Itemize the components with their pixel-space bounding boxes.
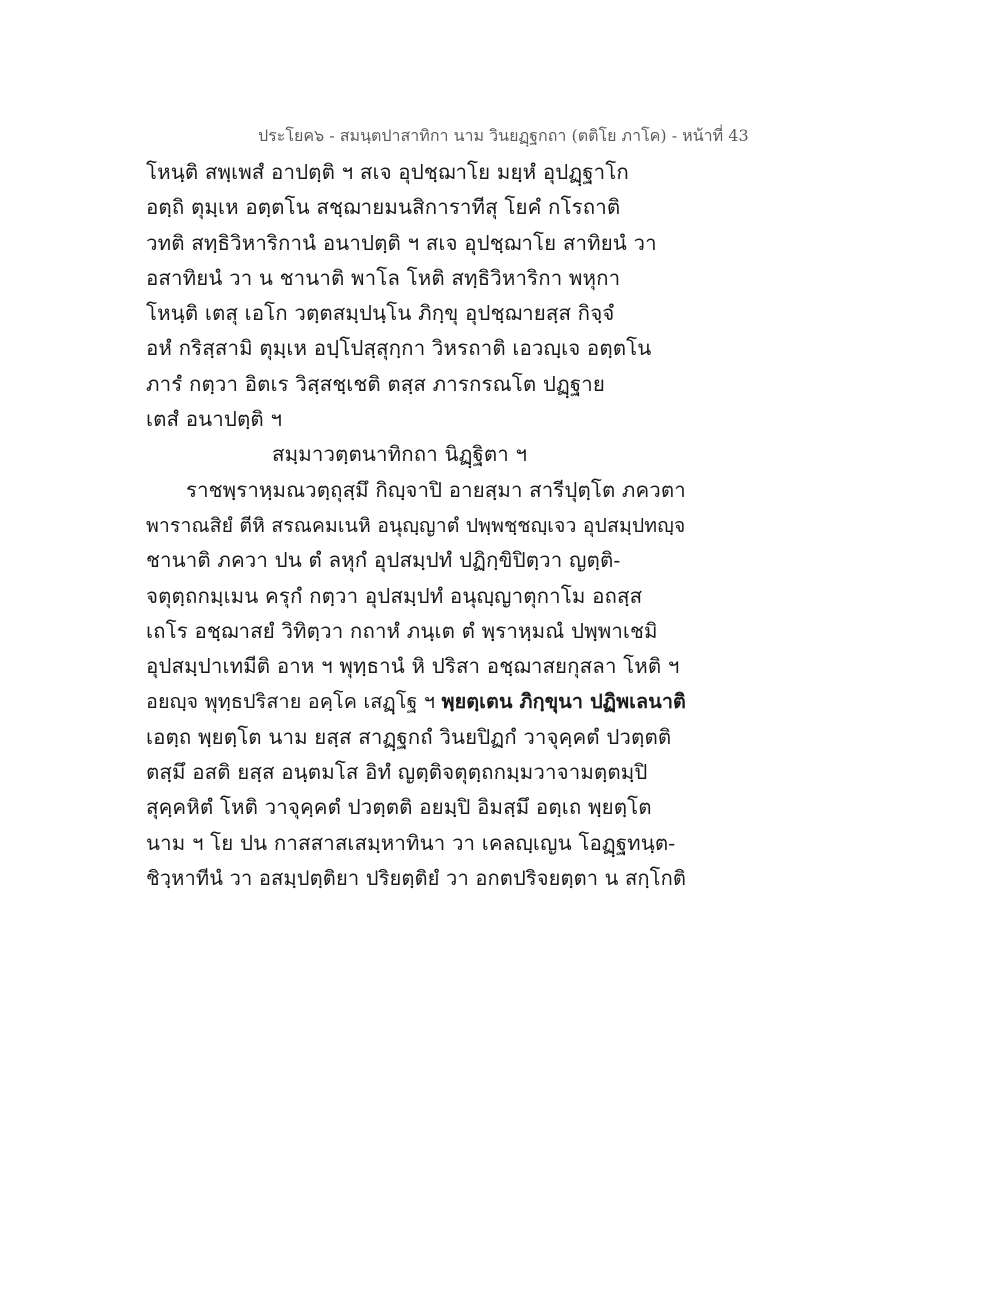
text-line: นาม ฯ โย ปน กาสสาสเสมฺหาทินา วา เคลญฺเญน โอฏฺฐทนฺต- <box>146 830 676 855</box>
text-line: ตสฺมึ อสติ ยสฺส อนฺตมโส อิทํ ญตฺติจตุตฺถกมฺมวาจามตฺตมฺปิ <box>146 760 648 785</box>
text-line: ชานาติ ภควา ปน ตํ ลหุกํ อุปสมฺปทํ ปฏิกฺขิปิตฺวา ญตฺติ- <box>146 548 621 573</box>
text-normal-part: อยญฺจ พุทฺธปริสาย อคฺโค เสฏฺโฐ ฯ <box>146 690 436 714</box>
text-line: โหนฺติ สพฺเพสํ อาปตฺติ ฯ สเจ อุปชฺฌาโย มยฺหํ อุปฏฺฐาโก <box>146 160 629 184</box>
text-line: พาราณสิยํ ตีหิ สรณคมเนหิ อนุญฺญาตํ ปพฺพชฺชญฺเจว อุปสมฺปทญฺจ <box>146 513 686 537</box>
running-header: ประโยค๖ - สมนฺตปาสาทิกา นาม วินยฏฺฐกถา (ตติโย ภาโค) - หน้าที่ 43 <box>258 126 749 145</box>
text-line: สุคฺคหิตํ โหติ วาจุคฺคตํ ปวตฺตติ อยมฺปิ อิมสฺมึ อตฺเถ พฺยตฺโต <box>146 795 652 820</box>
text-line-with-bold <box>146 684 686 719</box>
text-line: อตฺถิ ตุมฺเห อตฺตโน สชฺฌายมนสิการาทีสุ โยคํ กโรถาติ <box>146 195 621 220</box>
bold-term: พฺยตฺเตน ภิกฺขุนา ปฏิพเลนาติ <box>441 689 686 714</box>
text-line: อุปสมฺปาเทมีติ อาห ฯ พุทฺธานํ หิ ปริสา อชฺฌาสยกุสลา โหติ ฯ <box>146 654 680 679</box>
body-text <box>146 155 686 896</box>
section-heading: สมฺมาวตฺตนาทิกถา นิฏฺฐิตา ฯ <box>272 442 528 467</box>
paragraph-first-line: ราชพฺราหฺมณวตฺถุสฺมึ กิญฺจาปิ อายสฺมา สารีปุตฺโต ภควตา <box>186 477 686 502</box>
text-line: วทติ สทฺธิวิหาริกานํ อนาปตฺติ ฯ สเจ อุปชฺฌาโย สาทิยนํ วา <box>146 230 657 255</box>
text-line: เถโร อชฺฌาสยํ วิทิตฺวา กถาหํ ภนฺเต ตํ พฺราหฺมณํ ปพฺพาเชมิ <box>146 618 658 643</box>
text-line: จตุตฺถกมฺเมน ครุกํ กตฺวา อุปสมฺปทํ อนุญฺญาตุกาโม อถสฺส <box>146 583 643 608</box>
text-line: อสาทิยนํ วา น ชานาติ พาโล โหติ สทฺธิวิหาริกา พหุกา <box>146 265 621 290</box>
text-line: โหนฺติ เตสุ เอโก วตฺตสมฺปนฺโน ภิกฺขุ อุปชฺฌายสฺส กิจฺจํ <box>146 301 615 326</box>
text-line: เอตฺถ พฺยตฺโต นาม ยสฺส สาฏฺฐกถํ วินยปิฏกํ วาจุคฺคตํ ปวตฺตติ <box>146 724 672 749</box>
text-line: เตสํ อนาปตฺติ ฯ <box>146 407 283 432</box>
text-line: อหํ กริสฺสามิ ตุมฺเห อปฺโปสฺสุกฺกา วิหรถาติ เอวญฺเจ อตฺตโน <box>146 336 652 361</box>
text-line: ชิวฺหาทีนํ วา อสมฺปตฺติยา ปริยตฺติยํ วา อกตปริจยตฺตา น สกฺโกติ <box>146 865 687 890</box>
text-line: ภารํ กตฺวา อิตเร วิสฺสชฺเชติ ตสฺส ภารกรณโต ปฏฺฐาย <box>146 371 605 396</box>
